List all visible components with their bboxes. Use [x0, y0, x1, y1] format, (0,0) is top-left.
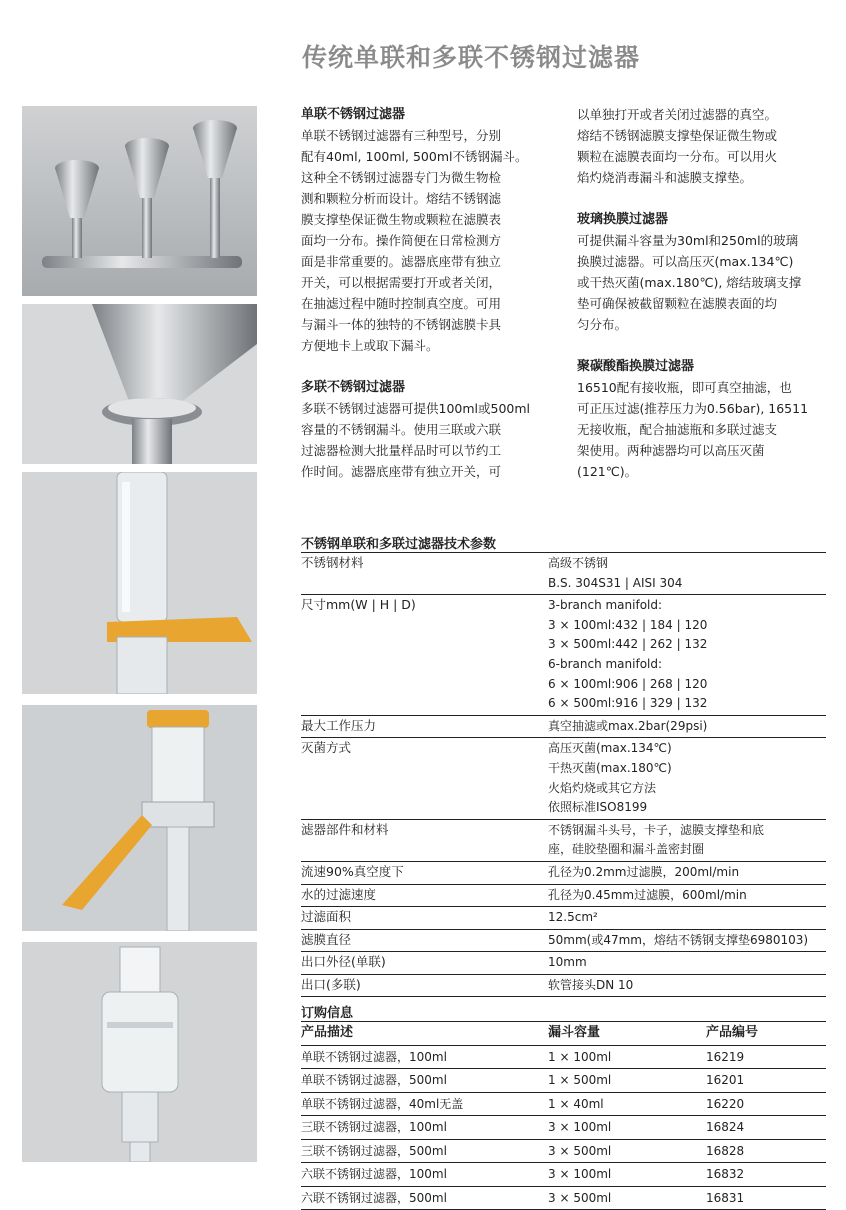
spec-value-line: 孔径为0.45mm过滤膜，600ml/min [548, 887, 747, 902]
spec-row [301, 929, 826, 952]
spec-value [548, 952, 826, 975]
order-row [301, 1163, 826, 1187]
order-description: 三联不锈钢过滤器，500ml [301, 1139, 548, 1163]
column-right [577, 104, 827, 482]
spec-value-line: 3 × 500ml:442 | 262 | 132 [548, 637, 708, 652]
photo-triple-manifold [22, 106, 257, 296]
heading-multi-filter: 多联不锈钢过滤器 [301, 380, 406, 395]
spec-value-line: 12.5cm² [548, 910, 598, 925]
spec-value [548, 553, 826, 595]
order-row [301, 1069, 826, 1093]
order-row [301, 1139, 826, 1163]
spec-key: 最大工作压力 [301, 715, 548, 738]
paragraph-glass-filter: 可提供漏斗容量为30ml和250ml的玻璃 换膜过滤器。可以高压灭(max.134℃) 或干热灭菌(max.180℃), 熔结玻璃支撑 垫可确保被截留颗粒在滤膜表面的均 匀分布。 [577, 233, 802, 332]
spec-value-line: 软管接头DN 10 [548, 977, 634, 992]
order-row [301, 1116, 826, 1140]
spec-key: 不锈钢材料 [301, 553, 548, 595]
order-row [301, 1045, 826, 1069]
spec-value-line: 高级不锈钢 [548, 556, 609, 570]
order-row [301, 1186, 826, 1210]
order-row [301, 1092, 826, 1116]
spec-value-line: 高压灭菌(max.134℃) [548, 741, 672, 756]
spec-value-line: 50mm(或47mm，熔结不锈钢支撑垫6980103) [548, 932, 809, 947]
order-capacity: 1 × 100ml [548, 1045, 706, 1069]
photo-glass-filter [22, 472, 257, 694]
order-capacity: 3 × 100ml [548, 1163, 706, 1187]
spec-row [301, 819, 826, 861]
order-code: 16831 [706, 1186, 826, 1210]
order-header-capacity: 漏斗容量 [548, 1022, 706, 1046]
spec-row [301, 595, 826, 716]
order-capacity: 3 × 500ml [548, 1186, 706, 1210]
spec-value-line: 3 × 100ml:432 | 184 | 120 [548, 617, 708, 632]
spec-value [548, 884, 826, 907]
order-code: 16220 [706, 1092, 826, 1116]
page-title: 传统单联和多联不锈钢过滤器 [302, 43, 641, 72]
order-description: 单联不锈钢过滤器，500ml [301, 1069, 548, 1093]
spec-value-line: 座，硅胶垫圈和漏斗盖密封圈 [548, 842, 705, 857]
order-code: 16824 [706, 1116, 826, 1140]
spec-value-line: 6-branch manifold: [548, 656, 663, 671]
spec-value [548, 907, 826, 930]
photo-polycarbonate-filter [22, 942, 257, 1162]
order-capacity: 1 × 500ml [548, 1069, 706, 1093]
spec-value [548, 715, 826, 738]
spec-row [301, 952, 826, 975]
spec-value-line: 火焰灼烧或其它方法 [548, 780, 657, 795]
order-capacity: 3 × 100ml [548, 1116, 706, 1140]
paragraph-multi-filter: 多联不锈钢过滤器可提供100ml或500ml 容量的不锈钢漏斗。使用三联或六联 过滤器检测大批量样品时可以节约工 作时间。滤器底座带有独立开关，可 [301, 401, 531, 479]
order-code: 16832 [706, 1163, 826, 1187]
photo-funnel-closeup [22, 304, 257, 464]
heading-single-filter: 单联不锈钢过滤器 [301, 107, 406, 122]
order-capacity: 1 × 40ml [548, 1092, 706, 1116]
order-description: 单联不锈钢过滤器，100ml [301, 1045, 548, 1069]
spec-value-line: 3-branch manifold: [548, 598, 663, 613]
spec-key: 滤器部件和材料 [301, 819, 548, 861]
order-description: 六联不锈钢过滤器，100ml [301, 1163, 548, 1187]
order-table-title: 订购信息 [301, 1006, 354, 1021]
heading-glass-filter: 玻璃换膜过滤器 [577, 212, 669, 227]
spec-value-line: 真空抽滤或max.2bar(29psi) [548, 718, 708, 733]
spec-value [548, 929, 826, 952]
order-header-description: 产品描述 [301, 1022, 548, 1046]
spec-row [301, 715, 826, 738]
spec-key: 过滤面积 [301, 907, 548, 930]
order-code: 16828 [706, 1139, 826, 1163]
spec-row [301, 884, 826, 907]
paragraph-multi-filter-cont: 以单独打开或者关闭过滤器的真空。 熔结不锈钢滤膜支撑垫保证微生物或 颗粒在滤膜表面均一分布。可以用火 焰灼烧消毒漏斗和滤膜支撑垫。 [577, 107, 778, 185]
spec-value-line: 干热灭菌(max.180℃) [548, 760, 672, 775]
order-code: 16219 [706, 1045, 826, 1069]
spec-row [301, 861, 826, 884]
spec-row [301, 553, 826, 595]
spec-row [301, 738, 826, 819]
spec-row [301, 907, 826, 930]
spec-key: 尺寸mm(W | H | D) [301, 595, 548, 716]
spec-row [301, 974, 826, 997]
spec-value-line: 6 × 100ml:906 | 268 | 120 [548, 676, 708, 691]
paragraph-polycarbonate-filter: 16510配有接收瓶，即可真空抽滤，也 可正压过滤(推荐压力为0.56bar), 16511 无接收瓶，配合抽滤瓶和多联过滤支 架使用。两种滤器均可以高压灭菌 (121℃)。 [577, 380, 809, 479]
spec-value-line: 10mm [548, 955, 587, 970]
spec-key: 滤膜直径 [301, 929, 548, 952]
spec-value [548, 974, 826, 997]
spec-value [548, 861, 826, 884]
order-code: 16201 [706, 1069, 826, 1093]
spec-value-line: 依照标准ISO8199 [548, 800, 648, 815]
spec-key: 水的过滤速度 [301, 884, 548, 907]
spec-value [548, 738, 826, 819]
spec-key: 出口外径(单联) [301, 952, 548, 975]
spec-value [548, 819, 826, 861]
order-header-code: 产品编号 [706, 1022, 826, 1046]
spec-value-line: B.S. 304S31 | AISI 304 [548, 575, 683, 590]
order-table [301, 1021, 826, 1210]
heading-polycarbonate-filter: 聚碳酸酯换膜过滤器 [577, 359, 695, 374]
order-capacity: 3 × 500ml [548, 1139, 706, 1163]
order-description: 三联不锈钢过滤器，100ml [301, 1116, 548, 1140]
paragraph-single-filter: 单联不锈钢过滤器有三种型号，分别 配有40ml, 100ml, 500ml不锈钢漏斗。 这种全不锈钢过滤器专门为微生物检 测和颗粒分析而设计。熔结不锈钢滤 膜支撑垫保证微生物或颗粒在滤膜表 面均一分布。操作简便在日常检测方 面是非常重要的。滤器底座带有独立 开关，可以根据需要打开或者关闭， 在抽滤过程中随时控制真空度。可用 与漏斗一体的独特的不锈钢滤膜卡具 方便地卡上或取下漏斗。 [301, 128, 528, 353]
spec-value-line: 不锈钢漏斗头号，卡子，滤膜支撑垫和底 [548, 822, 765, 837]
spec-value-line: 6 × 500ml:916 | 329 | 132 [548, 696, 708, 711]
spec-table [301, 552, 826, 997]
order-description: 六联不锈钢过滤器，500ml [301, 1186, 548, 1210]
photo-orange-cap-filter [22, 705, 257, 931]
spec-key: 灭菌方式 [301, 738, 548, 819]
order-description: 单联不锈钢过滤器，40ml无盖 [301, 1092, 548, 1116]
spec-value [548, 595, 826, 716]
spec-value-line: 孔径为0.2mm过滤膜，200ml/min [548, 864, 740, 879]
spec-key: 出口(多联) [301, 974, 548, 997]
spec-table-title: 不锈钢单联和多联过滤器技术参数 [301, 537, 497, 552]
column-left [301, 104, 551, 482]
spec-key: 流速90%真空度下 [301, 861, 548, 884]
